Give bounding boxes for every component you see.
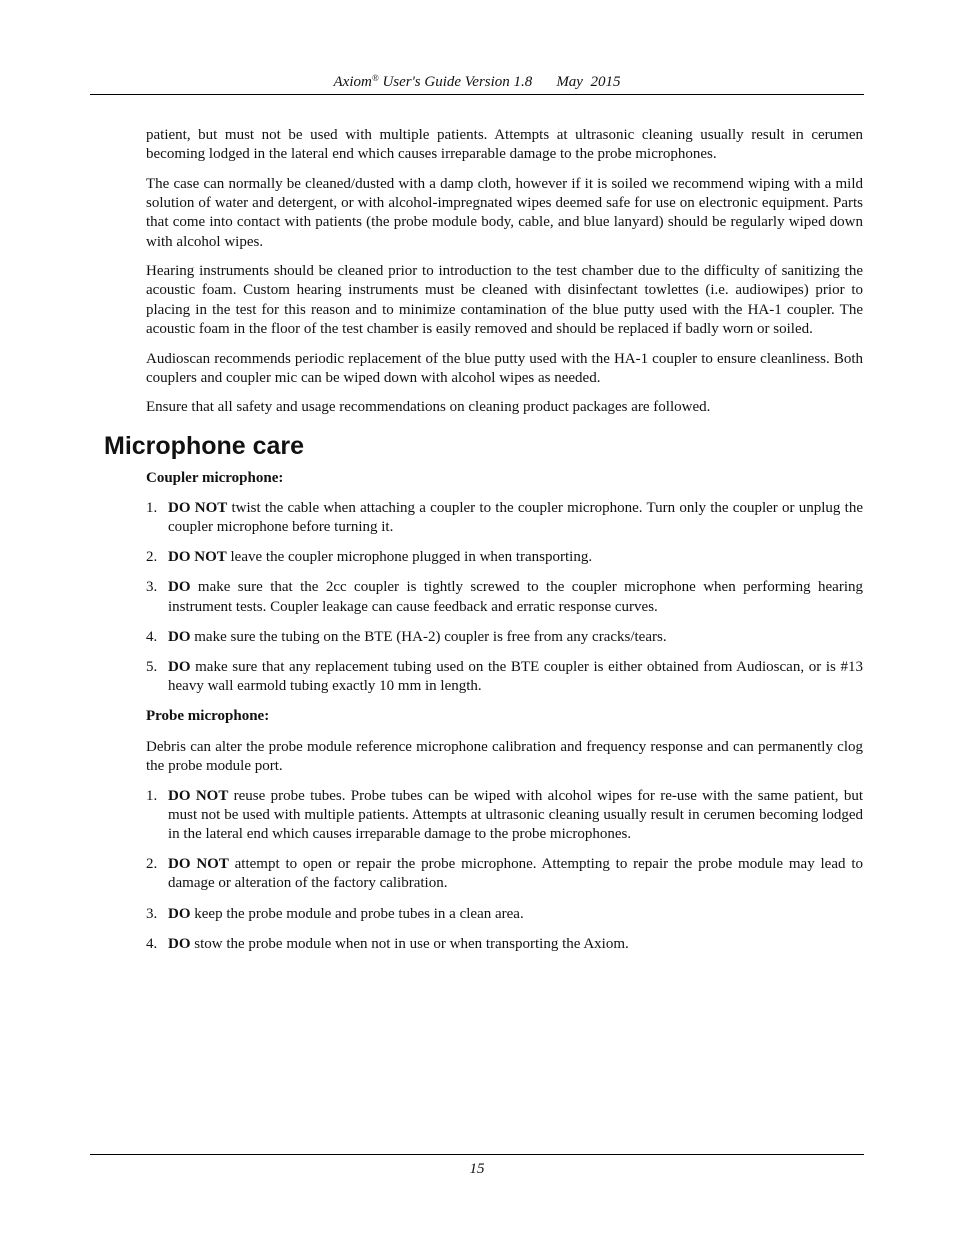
list-keyword: DO NOT [168,856,229,873]
list-item [146,787,863,845]
registered-mark: ® [371,73,379,83]
coupler-care-list [146,499,863,697]
header-product: Axiom [333,74,372,90]
header-guide-title: User's Guide Version 1.8 [382,74,533,90]
intro-paragraph: Audioscan recommends periodic replacement of the blue putty used with the HA-1 coupler to ensure cleanliness. Both couplers and coupler mic can be wiped down with alcohol wipes as needed. [146,350,863,386]
list-number: 1. [146,499,158,516]
list-number: 3. [146,579,158,596]
section-heading: Microphone care [104,431,305,460]
page-body [104,126,863,965]
list-keyword: DO NOT [168,549,227,566]
list-keyword: DO NOT [168,787,229,804]
list-text: stow the probe module when not in use or when transporting the Axiom. [190,935,629,952]
probe-intro-paragraph: Debris can alter the probe module reference microphone calibration and frequency response and can permanently clog the probe module port. [146,738,863,774]
list-text: twist the cable when attaching a coupler to the coupler microphone. Turn only the coupler or unplug the coupler microphone before turning it. [168,499,863,536]
list-item [146,578,863,616]
list-number: 4. [146,628,158,645]
intro-paragraph: Hearing instruments should be cleaned prior to introduction to the test chamber due to the difficulty of sanitizing the acoustic foam. Custom hearing instruments must be cleaned with disinfectant towlettes (i.e. audiowipes) prior to placing in the test for this reason and to minimize contamination of the blue putty used with the HA-1 coupler. The acoustic foam in the floor of the test chamber is easily removed and should be replaced if badly worn or soiled. [146,263,863,337]
list-text: make sure that any replacement tubing used on the BTE coupler is either obtained from Audioscan, or is #13 heavy wall earmold tubing exactly 10 mm in length. [168,659,863,695]
intro-paragraph: Ensure that all safety and usage recommendations on cleaning product packages are followed. [146,399,711,416]
list-text: make sure the tubing on the BTE (HA-2) coupler is free from any cracks/tears. [190,628,667,645]
list-keyword: DO [168,935,191,952]
header-date: May 2015 [556,74,621,90]
list-text: attempt to open or repair the probe microphone. Attempting to repair the probe module may lead to damage or alteration of the factory calibration. [168,856,863,892]
page-header [90,66,864,95]
list-number: 4. [146,935,158,952]
list-number: 2. [146,856,158,873]
list-keyword: DO [168,659,191,676]
page-number: 15 [469,1161,485,1177]
list-item [146,935,863,954]
list-text: keep the probe module and probe tubes in a clean area. [190,905,524,922]
list-number: 3. [146,905,158,922]
list-item [146,499,863,537]
list-text: reuse probe tubes. Probe tubes can be wiped with alcohol wipes for re-use with the same patient, but must not be used with multiple patients. Attempts at ultrasonic cleaning usually result in cerumen becoming lodged in the lateral end which causes irreparable damage to the probe microphones. [168,787,863,842]
list-item [146,855,863,893]
probe-care-list [146,787,863,954]
intro-paragraph: patient, but must not be used with multiple patients. Attempts at ultrasonic cleaning usually result in cerumen becoming lodged in the lateral end which causes irreparable damage to the probe microphones. [146,127,863,163]
list-keyword: DO [168,579,191,596]
list-item [146,658,863,696]
list-item [146,548,863,567]
list-item [146,905,863,924]
list-number: 1. [146,787,158,804]
list-item [146,628,863,647]
list-keyword: DO [168,905,191,922]
probe-microphone-heading: Probe microphone: [146,708,270,725]
list-text: leave the coupler microphone plugged in when transporting. [226,549,593,566]
list-number: 2. [146,549,158,566]
list-keyword: DO [168,628,191,645]
coupler-microphone-heading: Coupler microphone: [146,469,284,486]
list-number: 5. [146,659,158,676]
intro-paragraph: The case can normally be cleaned/dusted with a damp cloth, however if it is soiled we recommend wiping with a mild solution of water and detergent, or with alcohol-impregnated wipes deemed safe for use on electronic equipment. Parts that come into contact with patients (the probe module body, cable, and blue lanyard) should be regularly wiped down with alcohol wipes. [146,175,863,250]
page-footer [90,1154,864,1181]
list-text: make sure that the 2cc coupler is tightly screwed to the coupler microphone when performing hearing instrument tests. Coupler leakage can cause feedback and erratic response curves. [168,579,863,615]
list-keyword: DO NOT [168,499,228,516]
